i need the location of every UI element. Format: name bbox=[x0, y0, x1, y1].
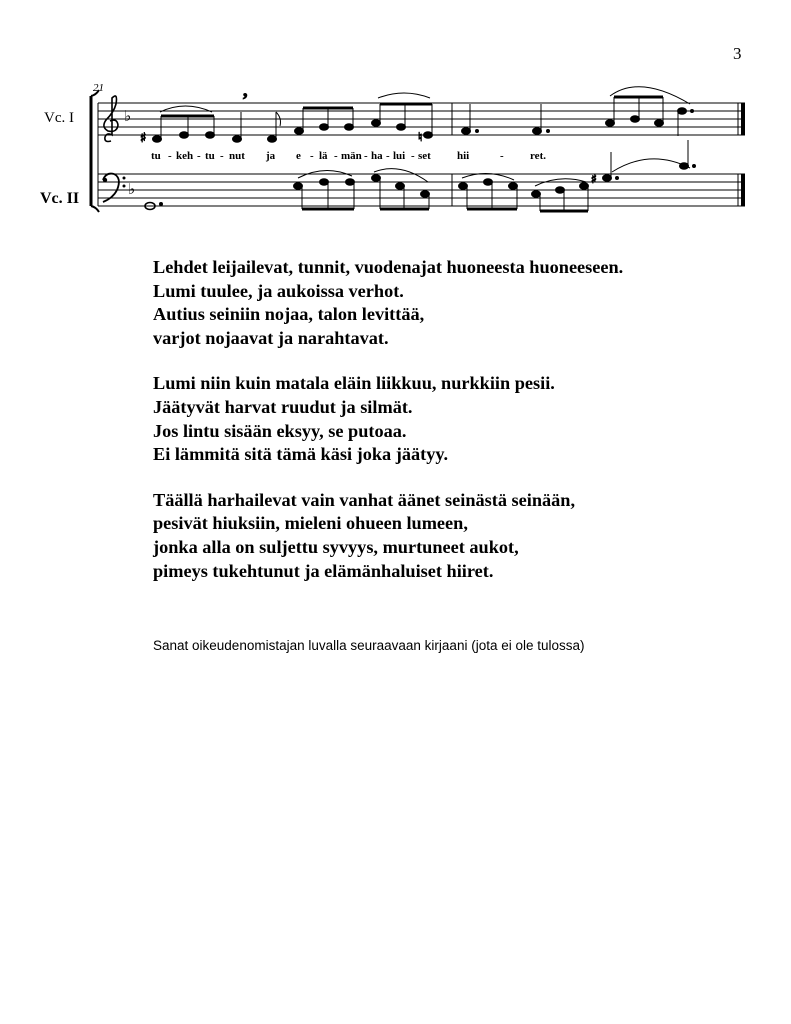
key-flat-vc2: ♭ bbox=[128, 180, 136, 198]
music-score bbox=[0, 0, 791, 240]
lyric-syllable: keh bbox=[176, 150, 194, 162]
poem-line: Jos lintu sisään eksyy, se putoaa. bbox=[153, 420, 407, 441]
poem-line: Lumi niin kuin matala eläin liikkuu, nurkkiin pesii. bbox=[153, 373, 555, 394]
poem bbox=[153, 256, 743, 605]
page-number: 3 bbox=[733, 44, 742, 63]
lyric-syllable: tu bbox=[151, 150, 161, 162]
slur bbox=[374, 169, 428, 182]
poem-line: Täällä harhailevat vain vanhat äänet seinästä seinään, bbox=[153, 489, 576, 510]
bracket-bottom-hook bbox=[91, 206, 99, 212]
lyric-syllable: set bbox=[418, 150, 431, 162]
lyric-syllable: tu bbox=[205, 150, 215, 162]
lyric-hyphen: - bbox=[197, 150, 201, 162]
lyric-hyphen: - bbox=[220, 150, 224, 162]
lyric-hyphen: - bbox=[500, 150, 504, 162]
poem-line: varjot nojaavat ja narahtavat. bbox=[153, 327, 389, 348]
staff-vc2 bbox=[98, 174, 745, 206]
poem-line: pesivät hiuksiin, mieleni ohueen lumeen, bbox=[153, 513, 468, 534]
part-label-vc2: Vc. II bbox=[40, 190, 80, 207]
breath-mark: , bbox=[243, 80, 248, 100]
natural-accidental: ♮ bbox=[418, 130, 423, 144]
slur bbox=[610, 87, 690, 104]
stanza-1 bbox=[153, 256, 743, 350]
lyric-hyphen: - bbox=[364, 150, 368, 162]
poem-line: Ei lämmitä sitä tämä käsi joka jäätyy. bbox=[153, 444, 449, 465]
poem-line: Autius seiniin nojaa, talon levittää, bbox=[153, 304, 425, 325]
footnote: Sanat oikeudenomistajan luvalla seuraavaan kirjaani (jota ei ole tulossa) bbox=[153, 638, 585, 653]
lyric-syllable: lui bbox=[393, 150, 406, 162]
lyric-hyphen: - bbox=[310, 150, 314, 162]
part-label-vc1: Vc. I bbox=[44, 110, 74, 126]
lyric-syllable: ha bbox=[371, 150, 383, 162]
stanza-3 bbox=[153, 489, 743, 583]
lyric-hyphen: - bbox=[168, 150, 172, 162]
sharp-accidental: ♯ bbox=[140, 131, 147, 146]
lyric-syllable: hii bbox=[457, 150, 470, 162]
stanza-2 bbox=[153, 372, 743, 466]
lyric-syllable: ja bbox=[266, 150, 276, 162]
poem-line: jonka alla on suljettu syvyys, murtuneet aukot, bbox=[153, 536, 519, 557]
poem-line: Lehdet leijailevat, tunnit, vuodenajat huoneesta huoneeseen. bbox=[153, 257, 624, 277]
lyric-syllable: nut bbox=[229, 150, 245, 162]
slur bbox=[378, 93, 430, 98]
lyric-hyphen: - bbox=[334, 150, 338, 162]
lyric-syllable: män bbox=[341, 150, 362, 162]
poem-line: Lumi tuulee, ja aukoissa verhot. bbox=[153, 280, 404, 301]
lyric-hyphen: - bbox=[386, 150, 390, 162]
vc1-notes-m1 bbox=[140, 80, 433, 146]
key-flat-vc1: ♭ bbox=[124, 107, 132, 125]
poem-line: Jäätyvät harvat ruudut ja silmät. bbox=[153, 396, 413, 417]
lyric-syllable: ret. bbox=[530, 150, 546, 162]
slur bbox=[612, 159, 690, 172]
bracket-top-hook bbox=[91, 90, 99, 96]
sharp-accidental: ♯ bbox=[591, 172, 597, 186]
poem-line: pimeys tukehtunut ja elämänhaluiset hiiret. bbox=[153, 560, 494, 581]
measure-number: 21 bbox=[93, 82, 104, 94]
lyric-syllable: e bbox=[296, 150, 301, 162]
lyric-hyphen: - bbox=[411, 150, 415, 162]
lyric-syllable: lä bbox=[319, 150, 328, 162]
